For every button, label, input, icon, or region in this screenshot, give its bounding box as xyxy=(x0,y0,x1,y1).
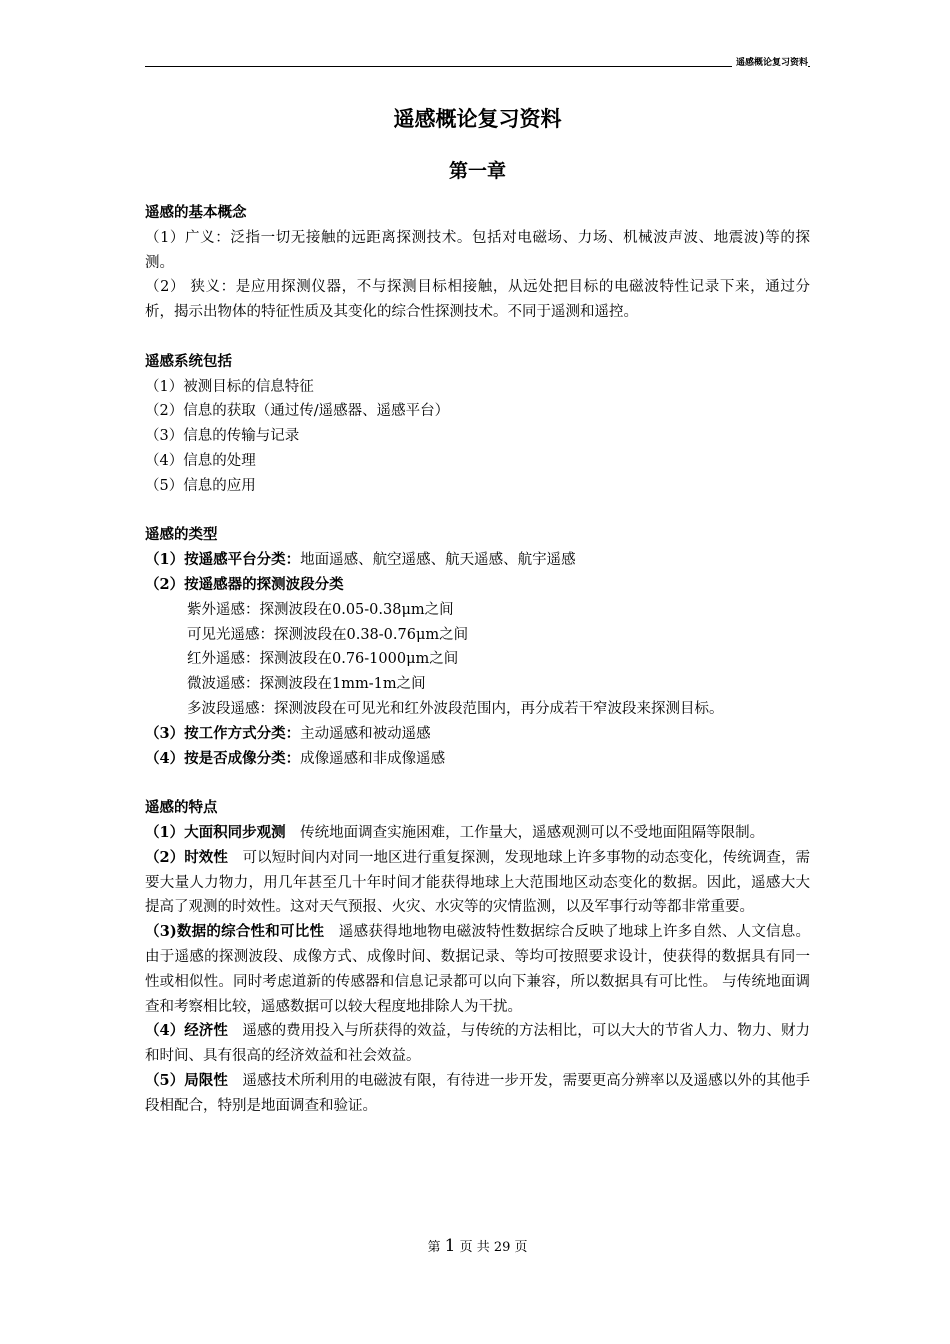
total-pages: 29 xyxy=(493,1240,511,1255)
feature-text: 可以短时间内对同一地区进行重复探测，发现地球上许多事物的动态变化，传统调查，需要大量人力物力，用几年甚至几十年时间才能获得地球上大范围地区动态变化的数据。因此，遥感大大提高了观测的时效性。这对天气预报、火灾、水灾等的灾情监测，以及军事行动等都非常重要。 xyxy=(145,849,811,916)
band-item: 微波遥感：探测波段在1mm-1m之间 xyxy=(187,676,426,693)
feature-item xyxy=(145,846,810,920)
type-label: （1）按遥感平台分类： xyxy=(145,551,301,569)
page-footer xyxy=(145,1234,810,1260)
section-heading-concept: 遥感的基本概念 xyxy=(145,204,247,221)
feature-text: 遥感技术所利用的电磁波有限，有待进一步开发，需要更高分辨率以及遥感以外的其他手段相配合，特别是地面调查和验证。 xyxy=(145,1072,811,1114)
footer-suffix: 页 xyxy=(514,1240,528,1255)
page-number: 1 xyxy=(444,1236,456,1256)
footer-middle: 页 共 xyxy=(459,1240,490,1255)
section-heading-features: 遥感的特点 xyxy=(145,799,218,817)
list-item: （4）信息的处理 xyxy=(145,452,256,469)
section-heading-system: 遥感系统包括 xyxy=(145,352,232,370)
section-heading-types: 遥感的类型 xyxy=(145,526,218,544)
spacer xyxy=(145,499,810,524)
list-item: （2）信息的获取（通过传/遥感器、遥感平台） xyxy=(145,403,450,420)
type-label: （4）按是否成像分类： xyxy=(145,749,301,767)
header-rule xyxy=(145,66,810,67)
type-band xyxy=(145,573,810,598)
type-mode xyxy=(145,722,810,747)
band-item: 多波段遥感：探测波段在可见光和红外波段范围内，再分成若干窄波段来探测目标。 xyxy=(187,700,724,717)
feature-label: （5）局限性 xyxy=(145,1071,228,1089)
feature-label: （1）大面积同步观测 xyxy=(145,823,286,841)
spacer xyxy=(145,325,810,350)
type-label: （2）按遥感器的探测波段分类 xyxy=(145,575,344,593)
footer-prefix: 第 xyxy=(427,1240,441,1255)
feature-item xyxy=(145,920,810,1019)
band-item: 紫外遥感：探测波段在0.05-0.38μm之间 xyxy=(187,601,454,618)
band-item: 可见光遥感：探测波段在0.38-0.76μm之间 xyxy=(187,626,469,643)
band-item: 红外遥感：探测波段在0.76-1000μm之间 xyxy=(187,651,459,668)
chapter-heading: 第一章 xyxy=(448,160,506,182)
feature-label: （2）时效性 xyxy=(145,848,228,866)
type-platform xyxy=(145,548,810,573)
list-item: （5）信息的应用 xyxy=(145,477,256,494)
paragraph-concept-narrow: （2） 狭义：是应用探测仪器，不与探测目标相接触，从远处把目标的电磁波特性记录下来，通过分析，揭示出物体的特征性质及其变化的综合性探测技术。不同于遥测和遥控。 xyxy=(145,279,810,321)
feature-text: 遥感的费用投入与所获得的效益，与传统的方法相比，可以大大的节省人力、物力、财力和时间、具有很高的经济效益和社会效益。 xyxy=(145,1023,811,1065)
type-text: 地面遥感、航空遥感、航天遥感、航宇遥感 xyxy=(300,552,576,569)
list-item: （1）被测目标的信息特征 xyxy=(145,378,314,395)
list-item: （3）信息的传输与记录 xyxy=(145,428,300,445)
feature-label: （4）经济性 xyxy=(145,1022,228,1040)
paragraph-concept-broad: （1）广义：泛指一切无接触的远距离探测技术。包括对电磁场、力场、机械波声波、地震波)等的探测。 xyxy=(145,229,810,271)
document-body xyxy=(145,201,810,1118)
document-title: 遥感概论复习资料 xyxy=(393,106,562,131)
running-header: 遥感概论复习资料 xyxy=(732,57,808,69)
spacer xyxy=(145,771,810,796)
type-text: 成像遥感和非成像遥感 xyxy=(300,750,446,767)
feature-item xyxy=(145,821,810,846)
feature-item xyxy=(145,1019,810,1069)
type-imaging xyxy=(145,747,810,772)
feature-text: 遥感获得地地物电磁波特性数据综合反映了地球上许多自然、人文信息。由于遥感的探测波段、成像方式、成像时间、数据记录、等均可按照要求设计，使获得的数据具有同一性或相似性。同时考虑道新的传感器和信息记录都可以向下兼容，所以数据具有可比性。 与传统地面调查和考察相比较，遥感数据可以较大程度地排除人为干扰。 xyxy=(145,924,811,1015)
feature-text: 传统地面调查实施困难，工作量大，遥感观测可以不受地面阻隔等限制。 xyxy=(285,824,765,841)
type-text: 主动遥感和被动遥感 xyxy=(300,725,431,742)
type-label: （3）按工作方式分类： xyxy=(145,724,301,742)
feature-item xyxy=(145,1069,810,1119)
feature-label: （3)数据的综合性和可比性 xyxy=(145,923,325,941)
